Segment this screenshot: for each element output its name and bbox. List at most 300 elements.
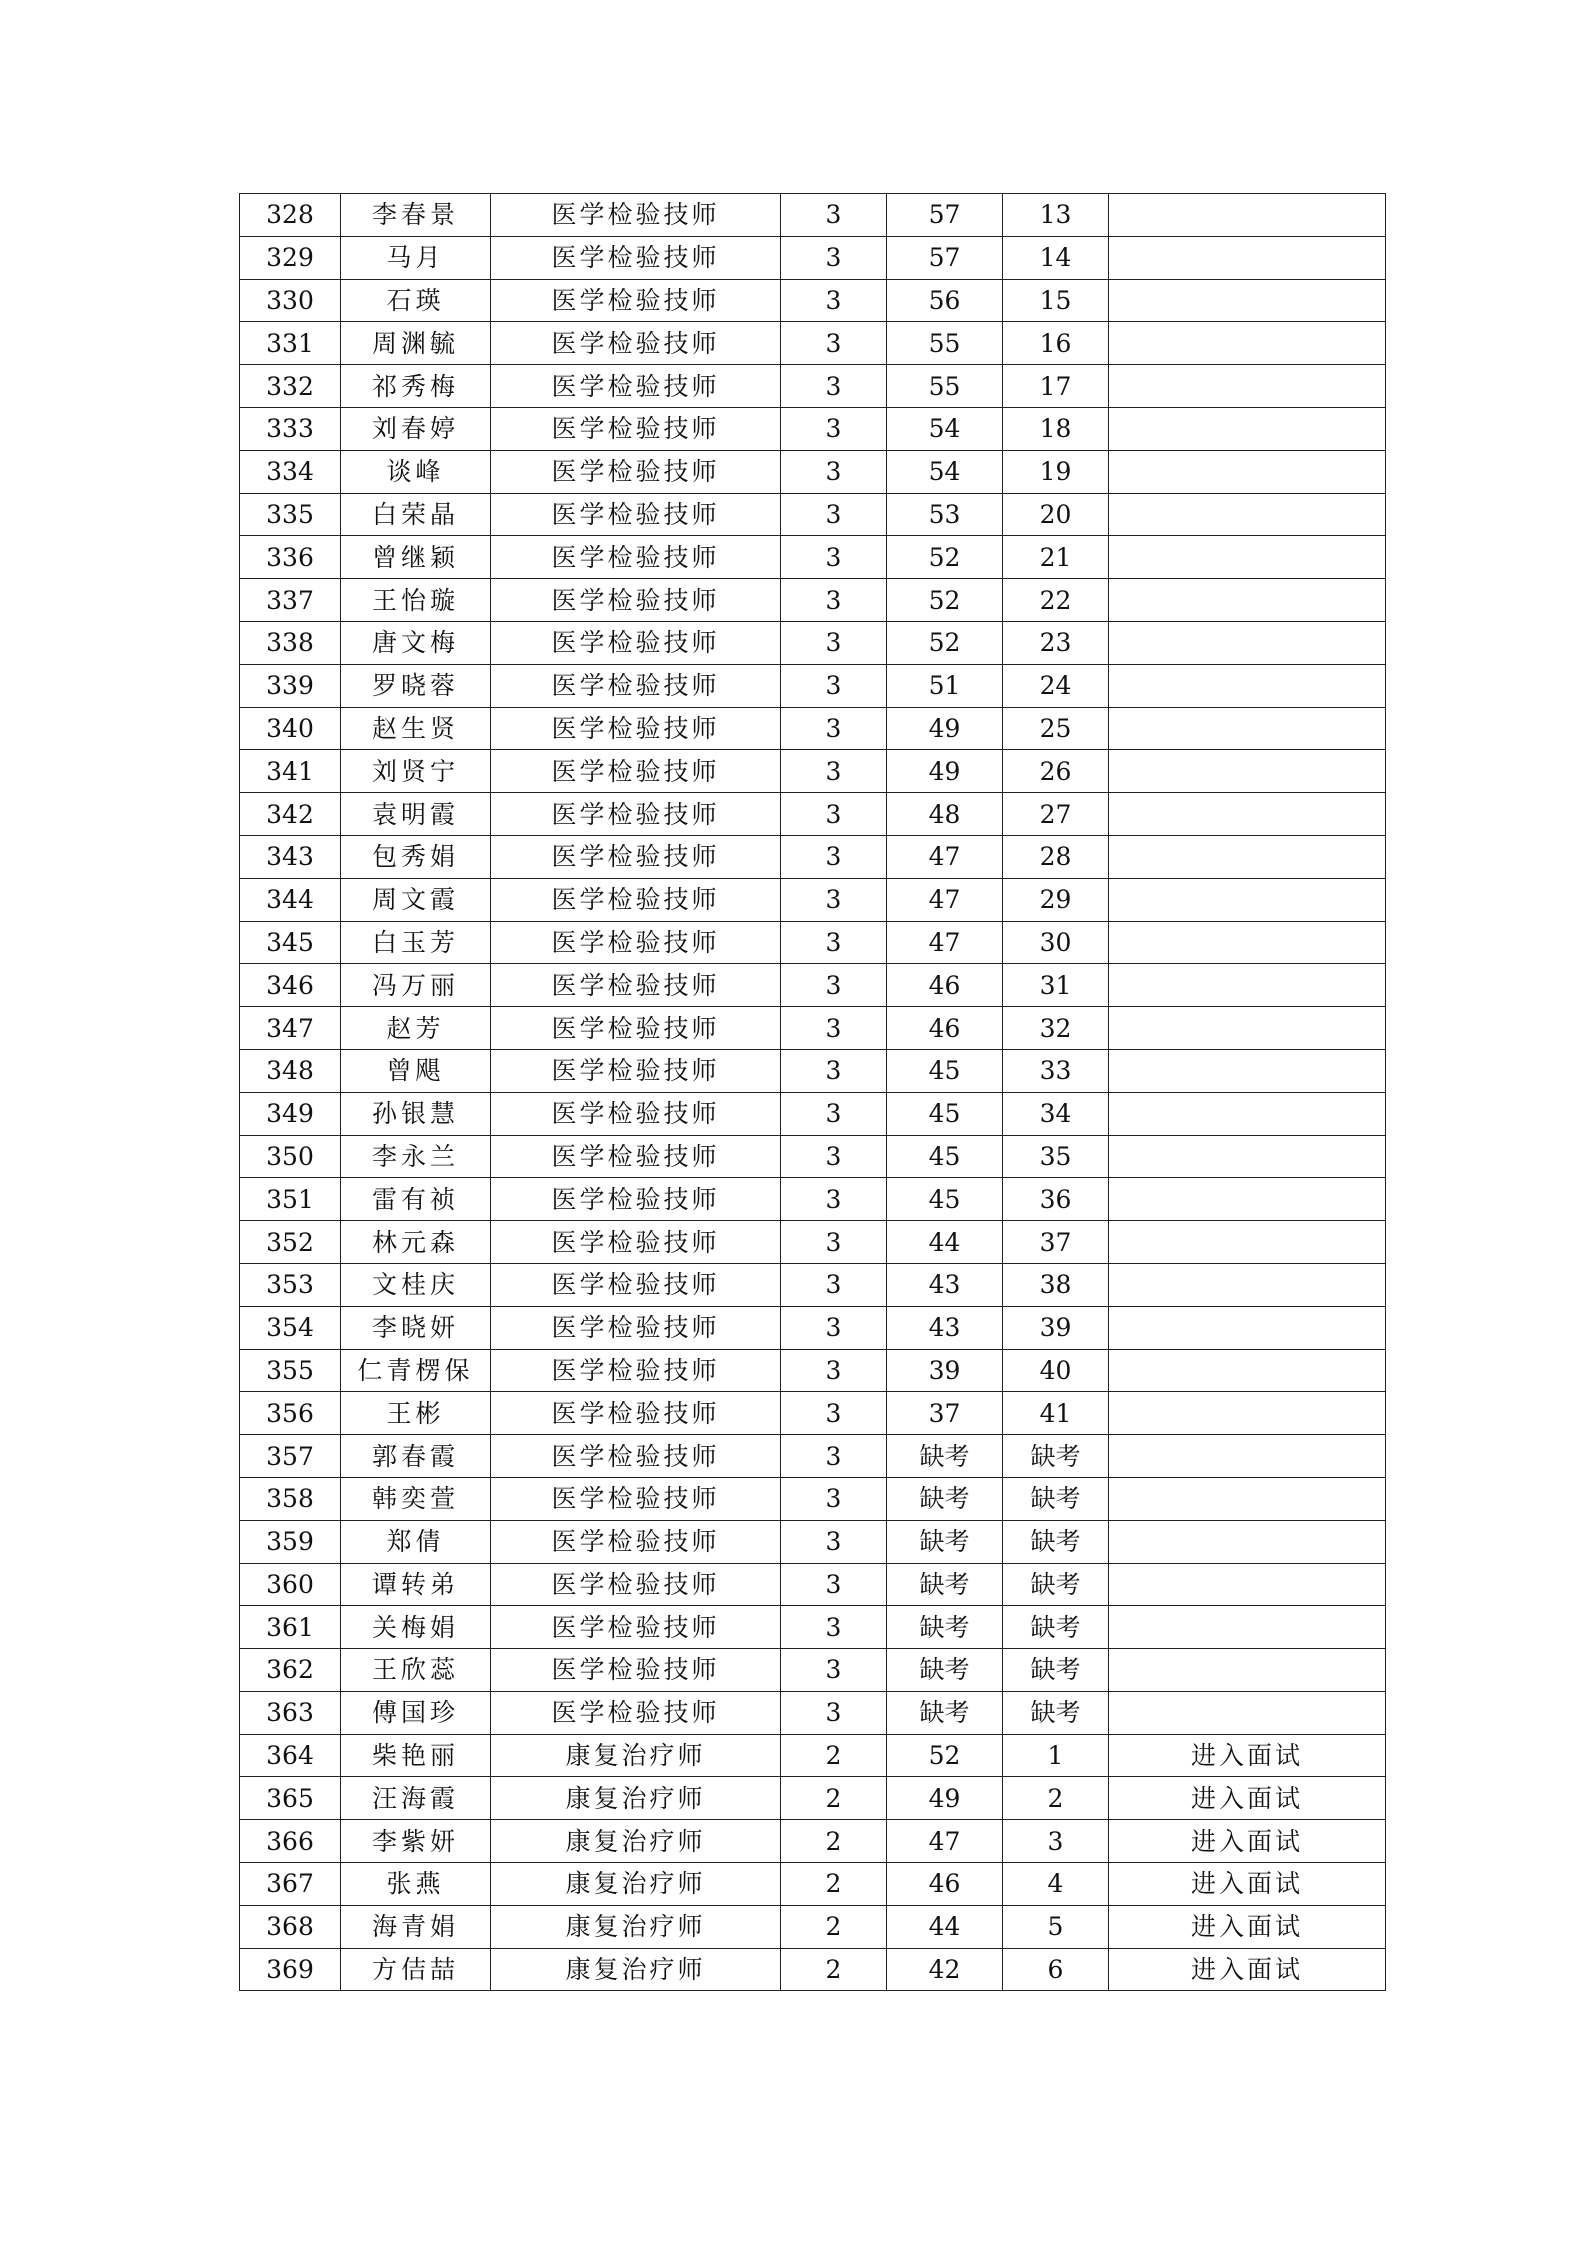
cell-number: 329 — [240, 236, 341, 279]
cell-number: 333 — [240, 407, 341, 450]
cell-rank: 32 — [1003, 1007, 1109, 1050]
cell-remark — [1109, 1520, 1386, 1563]
cell-name: 方佶喆 — [341, 1948, 491, 1991]
cell-name: 柴艳丽 — [341, 1734, 491, 1777]
cell-rank: 缺考 — [1003, 1477, 1109, 1520]
cell-remark — [1109, 964, 1386, 1007]
cell-name: 海青娟 — [341, 1905, 491, 1948]
cell-rank: 39 — [1003, 1306, 1109, 1349]
cell-score: 39 — [887, 1349, 1003, 1392]
cell-position: 医学检验技师 — [491, 1007, 781, 1050]
cell-number: 350 — [240, 1135, 341, 1178]
cell-score: 47 — [887, 878, 1003, 921]
cell-name: 傅国珍 — [341, 1691, 491, 1734]
cell-position: 医学检验技师 — [491, 1178, 781, 1221]
cell-score: 44 — [887, 1221, 1003, 1264]
cell-remark — [1109, 1263, 1386, 1306]
cell-quota: 3 — [781, 322, 887, 365]
cell-quota: 3 — [781, 579, 887, 622]
cell-remark: 进入面试 — [1109, 1777, 1386, 1820]
cell-rank: 缺考 — [1003, 1435, 1109, 1478]
cell-score: 37 — [887, 1392, 1003, 1435]
cell-remark — [1109, 1178, 1386, 1221]
cell-number: 367 — [240, 1863, 341, 1906]
cell-quota: 3 — [781, 878, 887, 921]
cell-rank: 30 — [1003, 921, 1109, 964]
table-row — [240, 194, 1386, 237]
cell-rank: 26 — [1003, 750, 1109, 793]
cell-score: 53 — [887, 493, 1003, 536]
table-row — [240, 1563, 1386, 1606]
cell-remark — [1109, 1563, 1386, 1606]
cell-quota: 3 — [781, 1477, 887, 1520]
cell-quota: 3 — [781, 1092, 887, 1135]
cell-score: 49 — [887, 750, 1003, 793]
cell-remark — [1109, 835, 1386, 878]
cell-score: 45 — [887, 1178, 1003, 1221]
cell-quota: 3 — [781, 1606, 887, 1649]
cell-position: 医学检验技师 — [491, 1435, 781, 1478]
cell-position: 医学检验技师 — [491, 750, 781, 793]
cell-rank: 29 — [1003, 878, 1109, 921]
cell-number: 365 — [240, 1777, 341, 1820]
cell-remark — [1109, 579, 1386, 622]
cell-remark — [1109, 664, 1386, 707]
cell-position: 医学检验技师 — [491, 1092, 781, 1135]
cell-score: 54 — [887, 450, 1003, 493]
table-row — [240, 964, 1386, 1007]
cell-quota: 3 — [781, 835, 887, 878]
cell-position: 医学检验技师 — [491, 1306, 781, 1349]
cell-remark — [1109, 536, 1386, 579]
cell-number: 330 — [240, 279, 341, 322]
cell-score: 55 — [887, 365, 1003, 408]
cell-quota: 3 — [781, 1007, 887, 1050]
cell-position: 医学检验技师 — [491, 407, 781, 450]
cell-remark — [1109, 407, 1386, 450]
table-row — [240, 1135, 1386, 1178]
cell-position: 医学检验技师 — [491, 1049, 781, 1092]
cell-name: 孙银慧 — [341, 1092, 491, 1135]
cell-number: 354 — [240, 1306, 341, 1349]
cell-name: 李紫妍 — [341, 1820, 491, 1863]
cell-number: 357 — [240, 1435, 341, 1478]
cell-quota: 3 — [781, 1178, 887, 1221]
cell-score: 52 — [887, 1734, 1003, 1777]
cell-number: 331 — [240, 322, 341, 365]
cell-score: 42 — [887, 1948, 1003, 1991]
cell-quota: 3 — [781, 921, 887, 964]
cell-score: 43 — [887, 1263, 1003, 1306]
cell-name: 李晓妍 — [341, 1306, 491, 1349]
cell-score: 47 — [887, 1820, 1003, 1863]
cell-remark — [1109, 236, 1386, 279]
cell-position: 医学检验技师 — [491, 621, 781, 664]
cell-position: 医学检验技师 — [491, 1135, 781, 1178]
cell-remark — [1109, 921, 1386, 964]
cell-score: 缺考 — [887, 1691, 1003, 1734]
cell-number: 343 — [240, 835, 341, 878]
cell-number: 345 — [240, 921, 341, 964]
cell-remark — [1109, 750, 1386, 793]
cell-quota: 3 — [781, 1435, 887, 1478]
cell-position: 康复治疗师 — [491, 1777, 781, 1820]
cell-remark — [1109, 1092, 1386, 1135]
cell-remark — [1109, 1007, 1386, 1050]
table-row — [240, 793, 1386, 836]
cell-rank: 6 — [1003, 1948, 1109, 1991]
cell-position: 医学检验技师 — [491, 450, 781, 493]
cell-rank: 缺考 — [1003, 1606, 1109, 1649]
cell-score: 缺考 — [887, 1563, 1003, 1606]
cell-position: 医学检验技师 — [491, 707, 781, 750]
cell-name: 郭春霞 — [341, 1435, 491, 1478]
cell-name: 谈峰 — [341, 450, 491, 493]
cell-quota: 3 — [781, 1349, 887, 1392]
cell-quota: 3 — [781, 1520, 887, 1563]
cell-position: 医学检验技师 — [491, 1392, 781, 1435]
cell-quota: 3 — [781, 793, 887, 836]
cell-number: 344 — [240, 878, 341, 921]
cell-quota: 3 — [781, 365, 887, 408]
cell-name: 汪海霞 — [341, 1777, 491, 1820]
cell-remark — [1109, 450, 1386, 493]
cell-position: 医学检验技师 — [491, 921, 781, 964]
cell-rank: 34 — [1003, 1092, 1109, 1135]
cell-name: 文桂庆 — [341, 1263, 491, 1306]
cell-number: 347 — [240, 1007, 341, 1050]
cell-position: 医学检验技师 — [491, 964, 781, 1007]
cell-name: 赵芳 — [341, 1007, 491, 1050]
cell-number: 339 — [240, 664, 341, 707]
cell-quota: 3 — [781, 621, 887, 664]
cell-quota: 3 — [781, 1049, 887, 1092]
cell-remark — [1109, 793, 1386, 836]
cell-quota: 2 — [781, 1948, 887, 1991]
cell-position: 康复治疗师 — [491, 1905, 781, 1948]
cell-number: 338 — [240, 621, 341, 664]
cell-quota: 3 — [781, 1649, 887, 1692]
table-row — [240, 407, 1386, 450]
cell-quota: 3 — [781, 1263, 887, 1306]
cell-score: 缺考 — [887, 1477, 1003, 1520]
cell-rank: 40 — [1003, 1349, 1109, 1392]
table-row — [240, 921, 1386, 964]
cell-name: 白玉芳 — [341, 921, 491, 964]
cell-remark — [1109, 1349, 1386, 1392]
cell-position: 康复治疗师 — [491, 1820, 781, 1863]
cell-number: 336 — [240, 536, 341, 579]
cell-quota: 2 — [781, 1863, 887, 1906]
cell-remark — [1109, 1049, 1386, 1092]
cell-quota: 3 — [781, 1392, 887, 1435]
cell-score: 43 — [887, 1306, 1003, 1349]
cell-quota: 3 — [781, 1563, 887, 1606]
cell-remark — [1109, 194, 1386, 237]
cell-name: 刘贤宁 — [341, 750, 491, 793]
cell-number: 358 — [240, 1477, 341, 1520]
cell-name: 李春景 — [341, 194, 491, 237]
cell-remark: 进入面试 — [1109, 1905, 1386, 1948]
cell-position: 医学检验技师 — [491, 664, 781, 707]
cell-quota: 2 — [781, 1777, 887, 1820]
table-row — [240, 279, 1386, 322]
cell-score: 44 — [887, 1905, 1003, 1948]
cell-name: 韩奕萱 — [341, 1477, 491, 1520]
cell-rank: 4 — [1003, 1863, 1109, 1906]
cell-score: 52 — [887, 536, 1003, 579]
cell-name: 曾继颖 — [341, 536, 491, 579]
cell-rank: 缺考 — [1003, 1691, 1109, 1734]
cell-score: 55 — [887, 322, 1003, 365]
cell-remark: 进入面试 — [1109, 1734, 1386, 1777]
cell-remark — [1109, 279, 1386, 322]
cell-name: 唐文梅 — [341, 621, 491, 664]
table-row — [240, 1007, 1386, 1050]
cell-number: 368 — [240, 1905, 341, 1948]
results-table — [239, 193, 1386, 1991]
table-row — [240, 536, 1386, 579]
cell-rank: 23 — [1003, 621, 1109, 664]
cell-number: 337 — [240, 579, 341, 622]
cell-number: 346 — [240, 964, 341, 1007]
table-row — [240, 1306, 1386, 1349]
cell-score: 缺考 — [887, 1435, 1003, 1478]
cell-score: 缺考 — [887, 1606, 1003, 1649]
cell-rank: 31 — [1003, 964, 1109, 1007]
cell-name: 雷有祯 — [341, 1178, 491, 1221]
cell-rank: 33 — [1003, 1049, 1109, 1092]
cell-name: 刘春婷 — [341, 407, 491, 450]
cell-quota: 3 — [781, 750, 887, 793]
cell-position: 医学检验技师 — [491, 878, 781, 921]
table-row — [240, 1777, 1386, 1820]
cell-score: 57 — [887, 236, 1003, 279]
cell-score: 52 — [887, 579, 1003, 622]
cell-remark — [1109, 1649, 1386, 1692]
cell-rank: 14 — [1003, 236, 1109, 279]
cell-rank: 38 — [1003, 1263, 1109, 1306]
cell-name: 李永兰 — [341, 1135, 491, 1178]
cell-remark — [1109, 1392, 1386, 1435]
cell-quota: 3 — [781, 279, 887, 322]
cell-name: 周渊毓 — [341, 322, 491, 365]
table-row — [240, 1263, 1386, 1306]
cell-rank: 3 — [1003, 1820, 1109, 1863]
cell-number: 369 — [240, 1948, 341, 1991]
cell-number: 328 — [240, 194, 341, 237]
cell-name: 王彬 — [341, 1392, 491, 1435]
table-row — [240, 1049, 1386, 1092]
table-row — [240, 1905, 1386, 1948]
table-row — [240, 1435, 1386, 1478]
cell-name: 赵生贤 — [341, 707, 491, 750]
cell-position: 康复治疗师 — [491, 1863, 781, 1906]
cell-rank: 缺考 — [1003, 1649, 1109, 1692]
cell-remark: 进入面试 — [1109, 1863, 1386, 1906]
cell-name: 关梅娟 — [341, 1606, 491, 1649]
cell-number: 355 — [240, 1349, 341, 1392]
cell-position: 医学检验技师 — [491, 1263, 781, 1306]
cell-remark: 进入面试 — [1109, 1820, 1386, 1863]
cell-position: 医学检验技师 — [491, 1649, 781, 1692]
cell-position: 医学检验技师 — [491, 365, 781, 408]
cell-position: 医学检验技师 — [491, 1520, 781, 1563]
cell-name: 白荣晶 — [341, 493, 491, 536]
cell-rank: 24 — [1003, 664, 1109, 707]
cell-name: 冯万丽 — [341, 964, 491, 1007]
cell-quota: 3 — [781, 536, 887, 579]
cell-score: 48 — [887, 793, 1003, 836]
cell-position: 医学检验技师 — [491, 835, 781, 878]
table-body — [240, 194, 1386, 1991]
cell-score: 46 — [887, 1863, 1003, 1906]
cell-score: 54 — [887, 407, 1003, 450]
cell-number: 341 — [240, 750, 341, 793]
cell-name: 马月 — [341, 236, 491, 279]
cell-remark — [1109, 493, 1386, 536]
cell-quota: 3 — [781, 664, 887, 707]
cell-name: 袁明霞 — [341, 793, 491, 836]
cell-name: 祁秀梅 — [341, 365, 491, 408]
cell-number: 366 — [240, 1820, 341, 1863]
table-row — [240, 450, 1386, 493]
cell-name: 林元森 — [341, 1221, 491, 1264]
cell-score: 47 — [887, 835, 1003, 878]
cell-rank: 5 — [1003, 1905, 1109, 1948]
cell-rank: 25 — [1003, 707, 1109, 750]
cell-quota: 3 — [781, 450, 887, 493]
cell-remark — [1109, 1477, 1386, 1520]
cell-rank: 22 — [1003, 579, 1109, 622]
cell-position: 医学检验技师 — [491, 236, 781, 279]
table-row — [240, 236, 1386, 279]
cell-position: 医学检验技师 — [491, 1563, 781, 1606]
cell-remark — [1109, 1691, 1386, 1734]
cell-name: 王欣蕊 — [341, 1649, 491, 1692]
table-row — [240, 1349, 1386, 1392]
table-row — [240, 322, 1386, 365]
cell-rank: 41 — [1003, 1392, 1109, 1435]
cell-quota: 3 — [781, 194, 887, 237]
table-row — [240, 1520, 1386, 1563]
cell-score: 47 — [887, 921, 1003, 964]
cell-quota: 2 — [781, 1905, 887, 1948]
cell-rank: 27 — [1003, 793, 1109, 836]
cell-rank: 16 — [1003, 322, 1109, 365]
cell-position: 医学检验技师 — [491, 194, 781, 237]
table-row — [240, 1392, 1386, 1435]
cell-remark — [1109, 322, 1386, 365]
cell-number: 335 — [240, 493, 341, 536]
cell-rank: 37 — [1003, 1221, 1109, 1264]
cell-quota: 3 — [781, 1221, 887, 1264]
table-row — [240, 1820, 1386, 1863]
cell-number: 363 — [240, 1691, 341, 1734]
cell-number: 359 — [240, 1520, 341, 1563]
cell-remark — [1109, 1135, 1386, 1178]
cell-score: 51 — [887, 664, 1003, 707]
cell-quota: 3 — [781, 1691, 887, 1734]
cell-position: 医学检验技师 — [491, 1221, 781, 1264]
cell-number: 351 — [240, 1178, 341, 1221]
cell-position: 医学检验技师 — [491, 793, 781, 836]
cell-position: 医学检验技师 — [491, 1349, 781, 1392]
table-row — [240, 664, 1386, 707]
cell-rank: 17 — [1003, 365, 1109, 408]
cell-rank: 18 — [1003, 407, 1109, 450]
cell-position: 医学检验技师 — [491, 1477, 781, 1520]
cell-position: 医学检验技师 — [491, 536, 781, 579]
table-row — [240, 365, 1386, 408]
cell-rank: 19 — [1003, 450, 1109, 493]
table-row — [240, 621, 1386, 664]
table-row — [240, 1948, 1386, 1991]
cell-rank: 15 — [1003, 279, 1109, 322]
cell-remark — [1109, 1606, 1386, 1649]
cell-remark — [1109, 1435, 1386, 1478]
cell-name: 周文霞 — [341, 878, 491, 921]
table-row — [240, 1691, 1386, 1734]
cell-number: 340 — [240, 707, 341, 750]
cell-position: 医学检验技师 — [491, 493, 781, 536]
table-row — [240, 707, 1386, 750]
cell-name: 王怡璇 — [341, 579, 491, 622]
cell-remark — [1109, 365, 1386, 408]
cell-quota: 3 — [781, 236, 887, 279]
cell-name: 仁青楞保 — [341, 1349, 491, 1392]
cell-score: 46 — [887, 1007, 1003, 1050]
cell-name: 张燕 — [341, 1863, 491, 1906]
table-row — [240, 493, 1386, 536]
cell-name: 石瑛 — [341, 279, 491, 322]
cell-score: 56 — [887, 279, 1003, 322]
cell-score: 49 — [887, 707, 1003, 750]
cell-name: 曾飓 — [341, 1049, 491, 1092]
cell-rank: 缺考 — [1003, 1563, 1109, 1606]
table-row — [240, 1863, 1386, 1906]
cell-remark — [1109, 707, 1386, 750]
cell-score: 49 — [887, 1777, 1003, 1820]
cell-score: 57 — [887, 194, 1003, 237]
cell-quota: 2 — [781, 1820, 887, 1863]
cell-score: 缺考 — [887, 1649, 1003, 1692]
cell-score: 45 — [887, 1049, 1003, 1092]
cell-rank: 35 — [1003, 1135, 1109, 1178]
cell-name: 包秀娟 — [341, 835, 491, 878]
cell-number: 364 — [240, 1734, 341, 1777]
cell-position: 医学检验技师 — [491, 579, 781, 622]
cell-quota: 3 — [781, 493, 887, 536]
cell-position: 医学检验技师 — [491, 1606, 781, 1649]
table-row — [240, 878, 1386, 921]
cell-rank: 20 — [1003, 493, 1109, 536]
cell-quota: 2 — [781, 1734, 887, 1777]
table-row — [240, 1606, 1386, 1649]
cell-number: 360 — [240, 1563, 341, 1606]
cell-position: 康复治疗师 — [491, 1734, 781, 1777]
cell-quota: 3 — [781, 1135, 887, 1178]
cell-rank: 2 — [1003, 1777, 1109, 1820]
cell-name: 谭转弟 — [341, 1563, 491, 1606]
table-row — [240, 1649, 1386, 1692]
table-row — [240, 1092, 1386, 1135]
cell-rank: 36 — [1003, 1178, 1109, 1221]
cell-quota: 3 — [781, 707, 887, 750]
cell-score: 45 — [887, 1092, 1003, 1135]
cell-score: 52 — [887, 621, 1003, 664]
cell-remark — [1109, 1306, 1386, 1349]
